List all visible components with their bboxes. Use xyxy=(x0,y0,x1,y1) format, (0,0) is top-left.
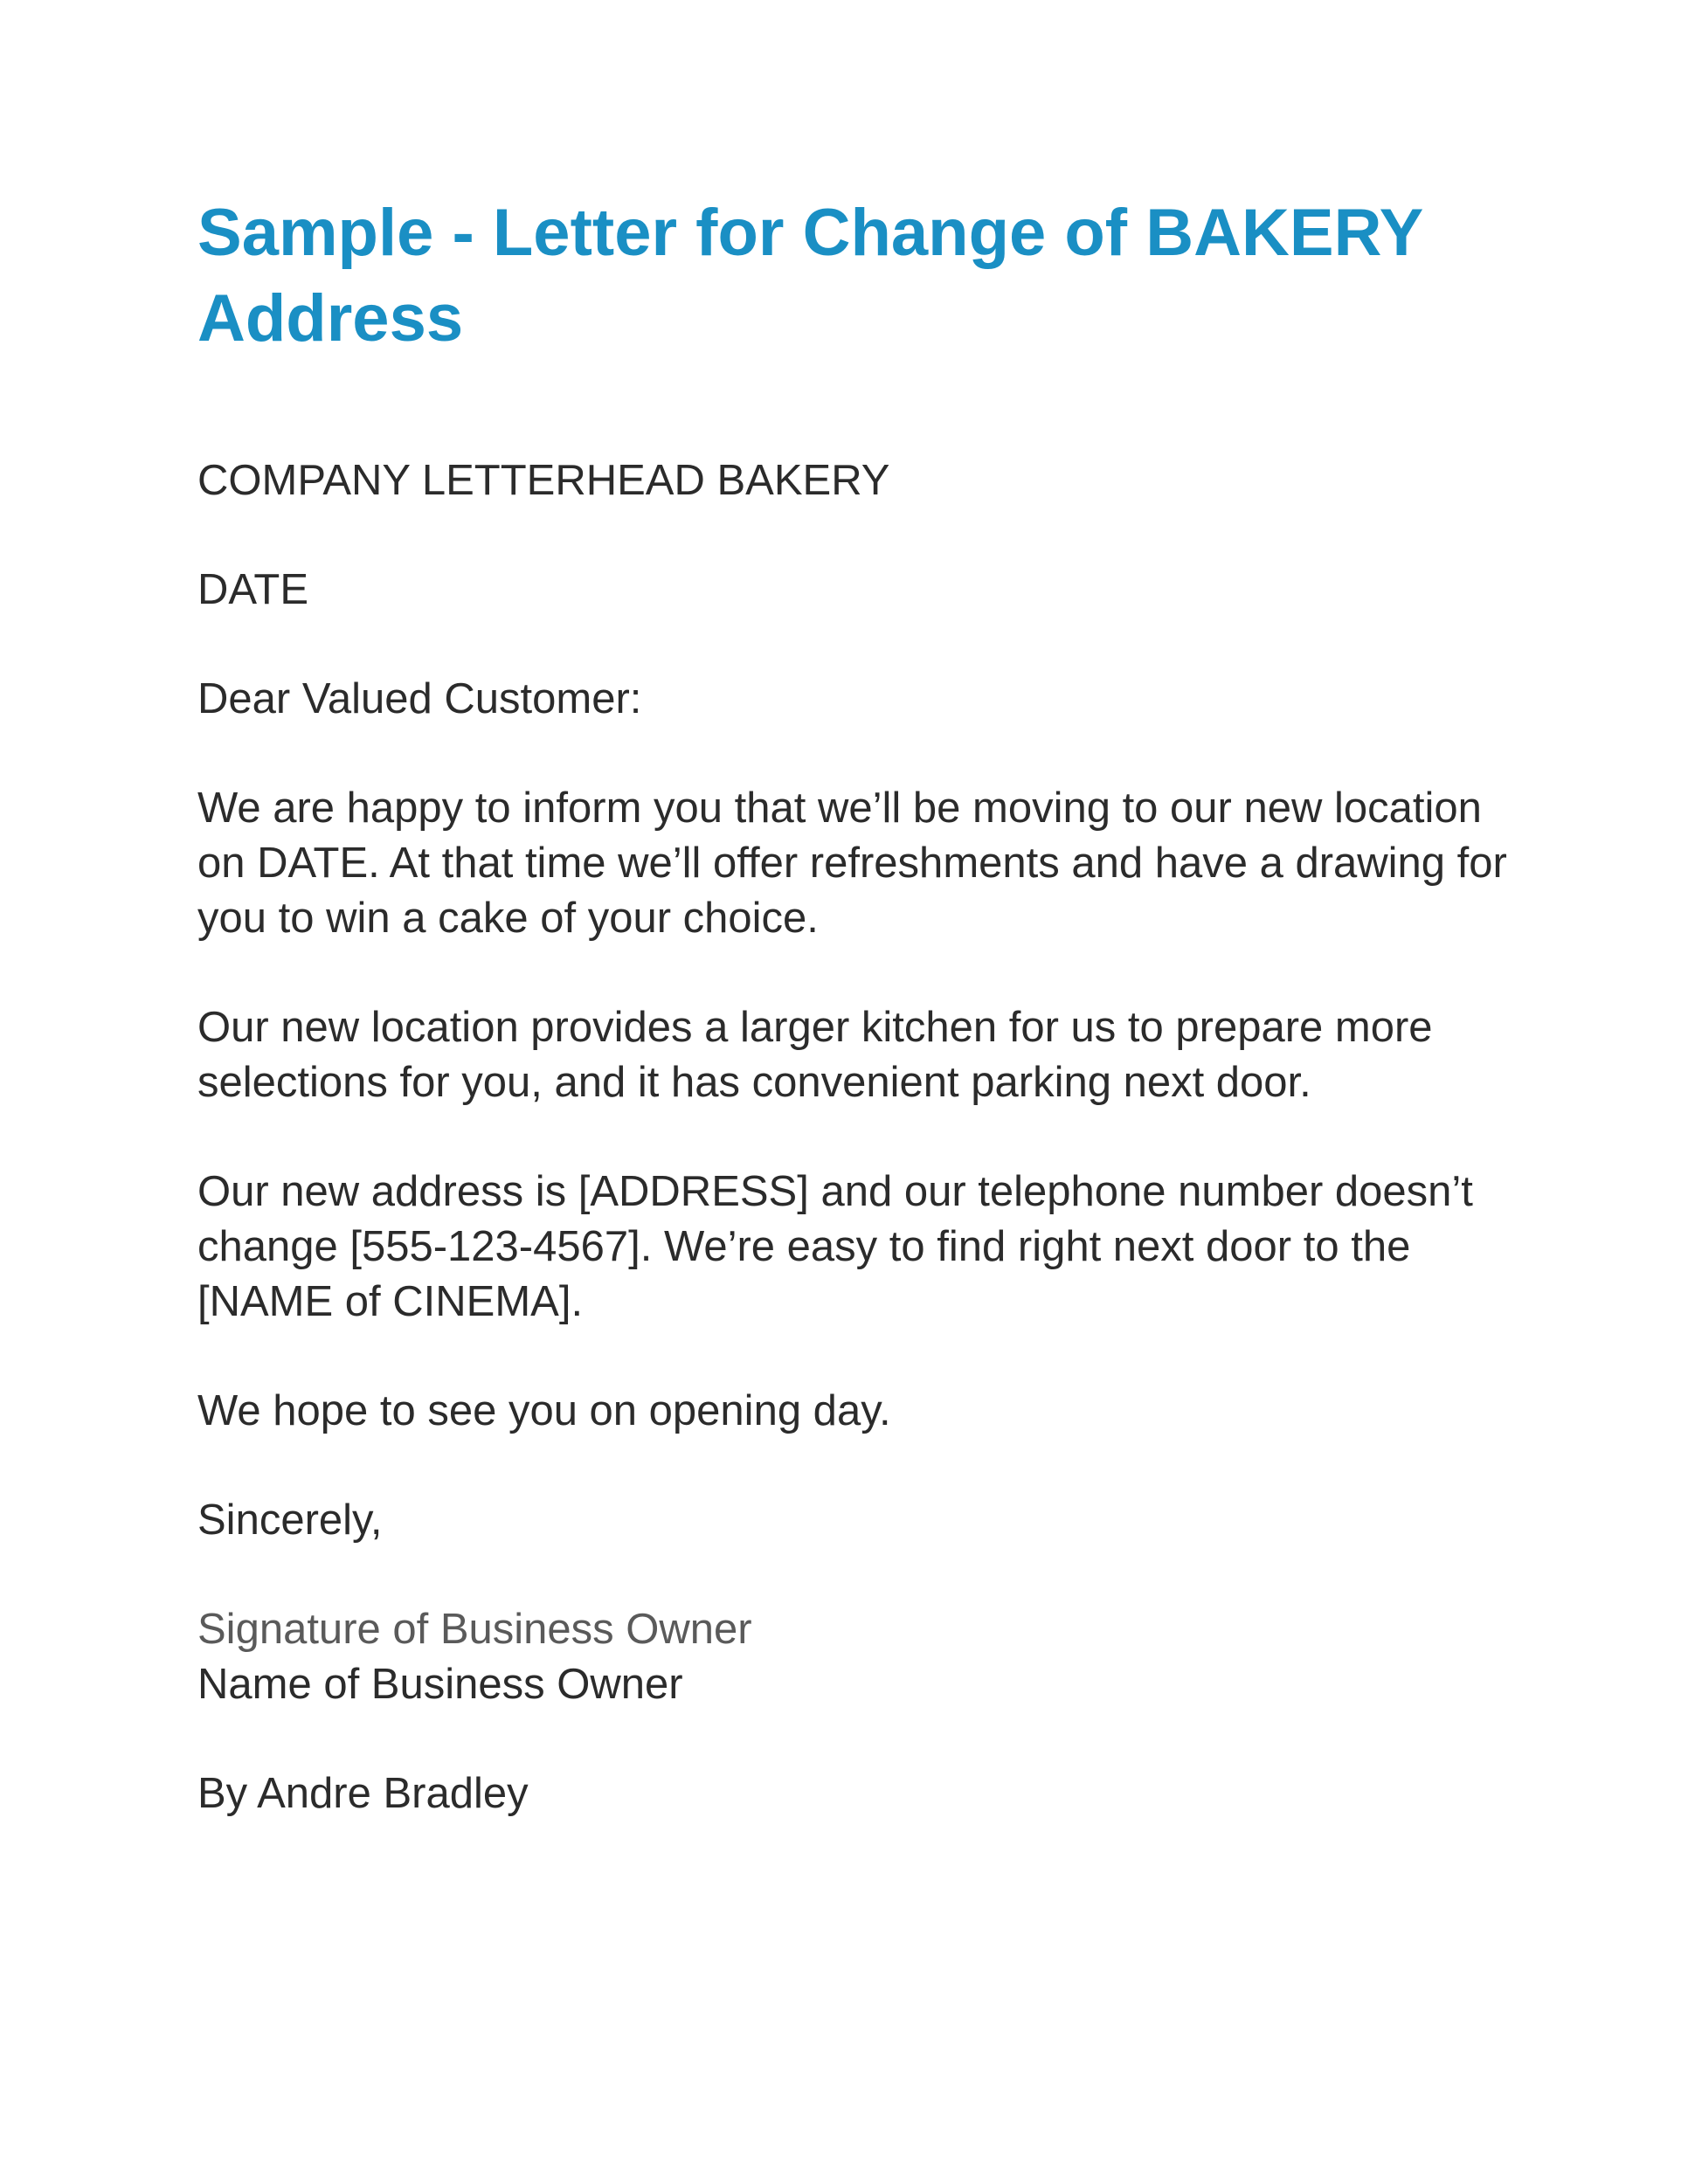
salutation: Dear Valued Customer: xyxy=(197,675,642,722)
letterhead: COMPANY LETTERHEAD BAKERY xyxy=(197,457,890,504)
letter-content xyxy=(197,190,1525,1821)
signature-line: Signature of Business Owner xyxy=(197,1606,752,1653)
body-paragraph-moving: We are happy to inform you that we’ll be moving to our new location on DATE. At that time we’ll offer refreshments and have a drawing for you to win a cake of your choice. xyxy=(197,784,1507,942)
closing: Sincerely, xyxy=(197,1496,383,1544)
owner-name: Name of Business Owner xyxy=(197,1661,683,1708)
byline: By Andre Bradley xyxy=(197,1770,529,1817)
letter-date: DATE xyxy=(197,566,309,613)
body-paragraph-location: Our new location provides a larger kitchen for us to prepare more selections for you, and it has convenient parking next door. xyxy=(197,1004,1433,1106)
body-paragraph-opening-day: We hope to see you on opening day. xyxy=(197,1387,891,1434)
document-title: Sample - Letter for Change of BAKERY Address xyxy=(197,196,1422,356)
body-paragraph-address: Our new address is [ADDRESS] and our telephone number doesn’t change [555-123-4567]. We’re easy to find right next door to the [NAME of CINEMA]. xyxy=(197,1168,1473,1325)
